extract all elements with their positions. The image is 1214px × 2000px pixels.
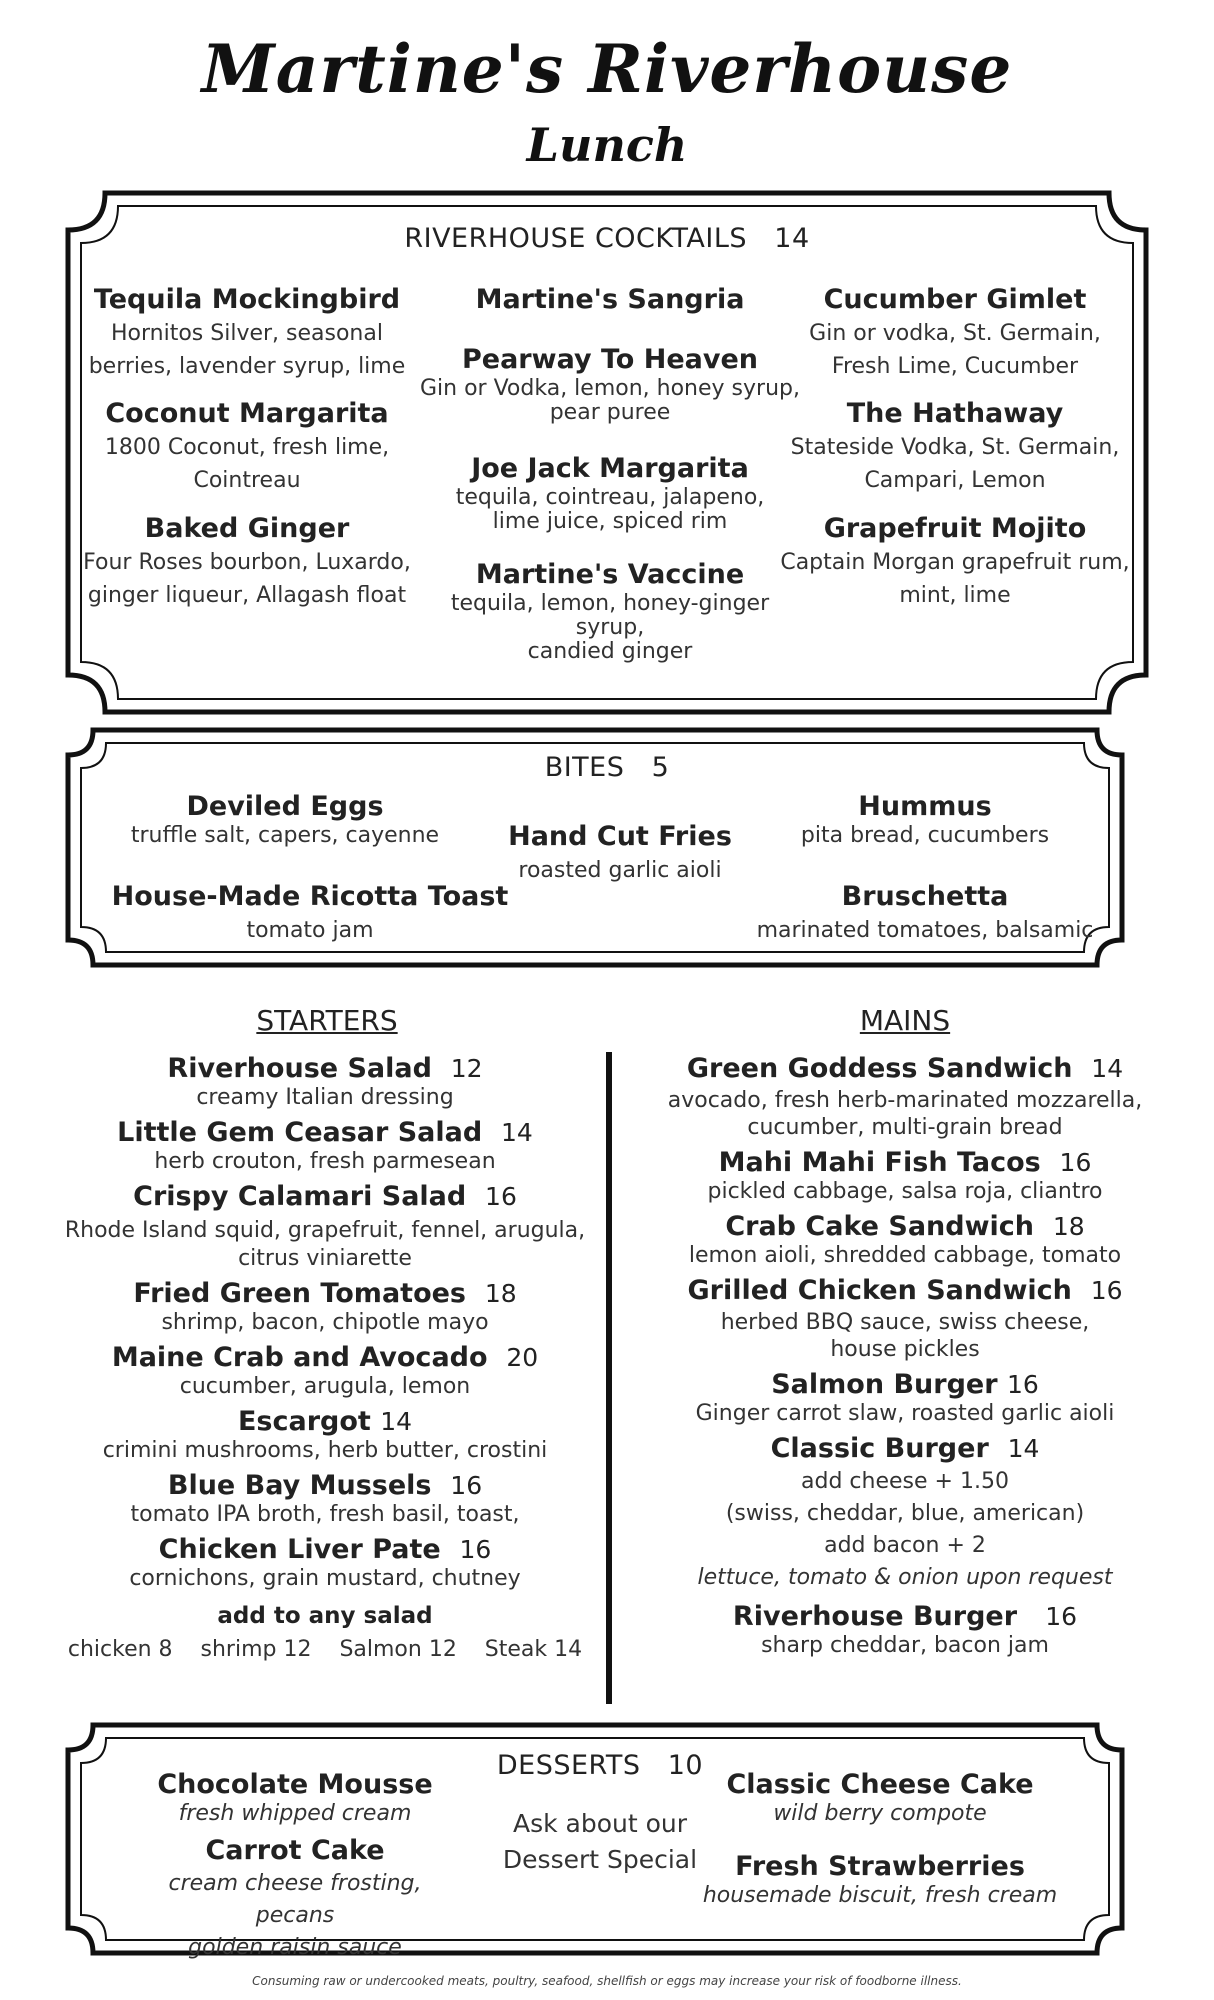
dessert-item [700,1768,1060,1826]
starter-desc: herb crouton, fresh parmesean [154,1149,496,1174]
starter-item [60,1533,590,1591]
salad-addon-options: chicken 8 shrimp 12 Salmon 12 Steak 14 [67,1637,583,1662]
bites-price: 5 [651,752,670,783]
starter-price: 18 [484,1279,517,1308]
starter-desc: cucumber, arugula, lemon [179,1374,471,1399]
cocktail-desc: Cointreau [193,468,301,493]
main-desc: cucumber, multi-grain bread [747,1115,1063,1140]
dessert-special-line: Dessert Special [502,1845,698,1874]
bite-desc: truffle salt, capers, cayenne [130,823,440,848]
cocktail-item [420,283,800,317]
main-price: 16 [1006,1370,1039,1399]
starter-name: Blue Bay Mussels [167,1470,432,1501]
starter-name: Little Gem Ceasar Salad [117,1117,483,1148]
main-desc: (swiss, cheddar, blue, american) [725,1501,1085,1526]
starter-price: 16 [450,1471,483,1500]
cocktails-heading-label: RIVERHOUSE COCKTAILS [404,223,748,254]
main-name: Green Goddess Sandwich [686,1053,1073,1084]
starter-desc: crimini mushrooms, herb butter, crostini [102,1438,548,1463]
bite-item [110,790,460,848]
main-item [640,1600,1170,1658]
cocktail-desc: lime juice, spiced rim [492,509,728,534]
cocktail-desc: pear puree [549,400,671,425]
cocktail-name: Pearway To Heaven [461,344,758,375]
cocktail-name: Baked Ginger [144,513,350,544]
starter-name: Riverhouse Salad [167,1053,432,1084]
main-item [640,1274,1170,1362]
cocktail-desc: Gin or Vodka, lemon, honey syrup, [420,376,800,401]
main-name: Crab Cake Sandwich [725,1211,1035,1242]
cocktail-name: Coconut Margarita [105,398,389,429]
bites-heading [0,752,1214,783]
main-desc: house pickles [830,1337,980,1362]
cocktail-desc: candied ginger [527,639,693,664]
starter-item [60,1405,590,1463]
main-desc: herbed BBQ sauce, swiss cheese, [720,1310,1090,1335]
dessert-name: Fresh Strawberries [735,1851,1025,1882]
cocktail-name: Martine's Vaccine [475,559,745,590]
cocktail-desc: tequila, cointreau, jalapeno, [455,485,765,510]
main-name: Riverhouse Burger [732,1601,1018,1632]
starter-desc: creamy Italian dressing [196,1085,454,1110]
starters-list [60,1052,590,1666]
main-price: 16 [1059,1148,1092,1177]
cocktail-desc: Hornitos Silver, seasonal [111,321,383,346]
starter-name: Maine Crab and Avocado [111,1342,488,1373]
food-safety-notice: Consuming raw or undercooked meats, poultry, seafood, shellfish or eggs may increase your risk of foodborne illness. [252,1974,962,1988]
main-desc: Ginger carrot slaw, roasted garlic aioli [695,1401,1115,1426]
main-name: Salmon Burger [771,1369,998,1400]
starter-price: 16 [459,1535,492,1564]
desserts-heading-label: DESSERTS [496,1750,641,1781]
dessert-desc: cream cheese frosting, pecans [168,1871,422,1928]
starter-price: 14 [501,1118,533,1147]
cocktail-item [82,283,412,383]
main-desc: avocado, fresh herb-marinated mozzarella, [667,1088,1143,1113]
cocktail-name: Grapefruit Mojito [823,513,1087,544]
starter-name: Crispy Calamari Salad [133,1181,467,1212]
starter-price: 16 [485,1182,517,1211]
main-desc: sharp cheddar, bacon jam [761,1633,1049,1658]
bite-desc: tomato jam [246,918,374,943]
bite-name: Bruschetta [841,881,1009,912]
cocktail-name: Cucumber Gimlet [823,284,1087,315]
cocktails-heading [0,223,1214,254]
starter-item [60,1116,590,1174]
cocktail-desc: berries, lavender syrup, lime [88,354,406,379]
starter-desc: cornichons, grain mustard, chutney [129,1566,521,1591]
main-price: 14 [1091,1054,1124,1083]
starter-price: 20 [506,1343,539,1372]
main-desc: lemon aioli, shredded cabbage, tomato [688,1243,1122,1268]
bite-name: Hand Cut Fries [508,821,732,852]
cocktail-desc: ginger liqueur, Allagash float [87,583,407,608]
cocktail-desc: Gin or vodka, St. Germain, [809,321,1101,346]
bite-item [110,880,510,947]
cocktail-desc: 1800 Coconut, fresh lime, [104,435,390,460]
main-item [640,1052,1170,1140]
mains-list [640,1052,1170,1658]
bite-name: Deviled Eggs [186,791,384,822]
dessert-name: Classic Cheese Cake [726,1769,1034,1800]
dessert-item [700,1850,1060,1908]
main-desc: pickled cabbage, salsa roja, cliantro [707,1179,1103,1204]
desserts-price: 10 [667,1750,704,1781]
cocktails-price: 14 [774,223,810,254]
starter-price: 14 [380,1407,413,1436]
main-name: Classic Burger [770,1433,989,1464]
cocktail-item [420,452,800,534]
main-desc: lettuce, tomato & onion upon request [697,1565,1113,1590]
dessert-desc: fresh whipped cream [178,1801,412,1826]
starter-item [60,1180,590,1271]
cocktail-item [420,558,800,664]
starter-price: 12 [450,1054,483,1083]
main-desc: add cheese + 1.50 [801,1469,1009,1494]
main-price: 18 [1052,1212,1085,1241]
dessert-desc: wild berry compote [773,1801,987,1826]
starter-item [60,1469,590,1527]
main-item [640,1210,1170,1268]
starter-desc: Rhode Island squid, grapefruit, fennel, arugula, [64,1218,586,1243]
bite-name: House-Made Ricotta Toast [111,881,509,912]
mains-heading: MAINS [859,1004,951,1037]
cocktail-item [780,283,1130,383]
starter-item [60,1277,590,1335]
cocktail-desc: Fresh Lime, Cucumber [831,354,1079,379]
dessert-item [130,1834,460,1964]
dessert-name: Carrot Cake [205,1835,385,1866]
menu-subtitle: Lunch [526,118,688,172]
bite-item [745,880,1105,947]
dessert-desc: housemade biscuit, fresh cream [702,1883,1058,1908]
starter-name: Escargot [237,1406,371,1437]
bite-desc: roasted garlic aioli [518,858,722,883]
bite-name: Hummus [858,791,992,822]
bite-desc: marinated tomatoes, balsamic [756,918,1094,943]
main-item [640,1432,1170,1594]
dessert-special-line: Ask about our [512,1809,688,1838]
dessert-desc: golden raisin sauce [188,1935,402,1960]
starter-name: Fried Green Tomatoes [133,1278,466,1309]
cocktail-name: Martine's Sangria [475,284,745,315]
cocktail-name: The Hathaway [846,398,1064,429]
cocktail-item [780,512,1130,612]
salad-addon-title: add to any salad [217,1603,433,1629]
starters-heading: STARTERS [256,1004,398,1037]
dessert-special [465,1806,735,1878]
cocktail-name: Joe Jack Margarita [471,453,749,484]
main-name: Mahi Mahi Fish Tacos [718,1147,1041,1178]
bite-desc: pita bread, cucumbers [800,823,1050,848]
column-divider [606,1052,612,1704]
dessert-item [130,1768,460,1826]
main-name: Grilled Chicken Sandwich [687,1275,1072,1306]
cocktail-desc: mint, lime [899,583,1011,608]
bite-item [470,820,770,887]
starter-name: Chicken Liver Pate [158,1534,441,1565]
restaurant-title: Martine's Riverhouse [201,30,1013,108]
cocktail-item [82,397,412,497]
bite-item [760,790,1090,848]
cocktail-item [420,343,800,425]
starter-desc: shrimp, bacon, chipotle mayo [161,1310,489,1335]
main-item [640,1146,1170,1204]
cocktail-item [82,512,412,612]
starter-item [60,1341,590,1399]
cocktail-item [780,397,1130,497]
main-item [640,1368,1170,1426]
cocktail-desc: Campari, Lemon [864,468,1046,493]
bites-heading-label: BITES [544,752,625,783]
cocktail-desc: Captain Morgan grapefruit rum, [780,550,1130,575]
starter-desc: tomato IPA broth, fresh basil, toast, [130,1502,520,1527]
main-price: 16 [1045,1602,1078,1631]
main-desc: add bacon + 2 [824,1533,986,1558]
cocktail-desc: tequila, lemon, honey-ginger syrup, [450,591,770,640]
cocktail-desc: Stateside Vodka, St. Germain, [790,435,1120,460]
starter-item [60,1052,590,1110]
dessert-name: Chocolate Mousse [157,1769,433,1800]
starter-desc: citrus viniarette [238,1246,412,1271]
main-price: 14 [1007,1434,1040,1463]
cocktail-name: Tequila Mockingbird [93,284,401,315]
cocktail-desc: Four Roses bourbon, Luxardo, [83,550,411,575]
main-price: 16 [1090,1276,1123,1305]
